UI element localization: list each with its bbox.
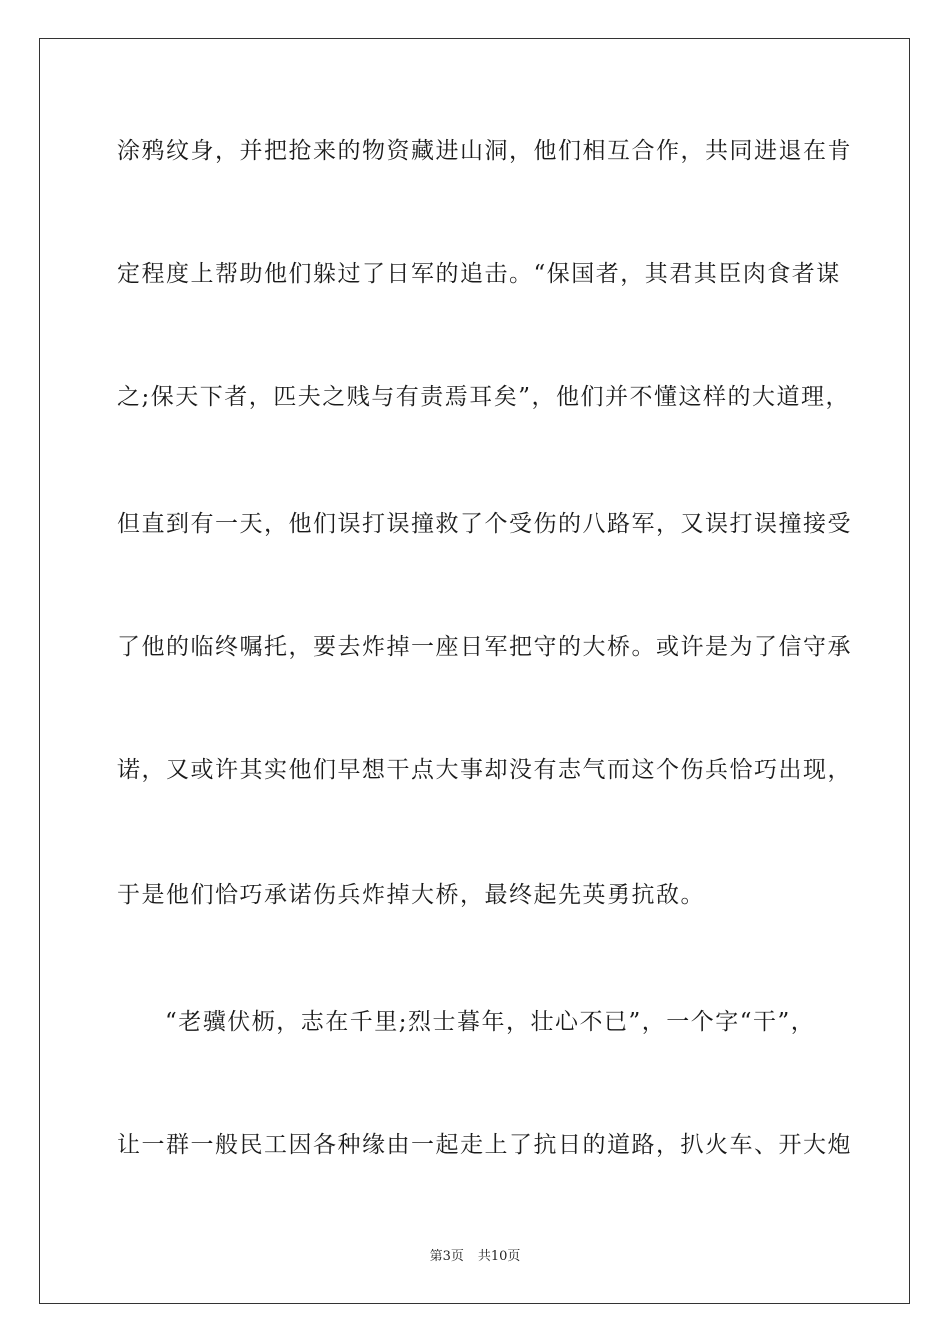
body-text-line: 之;保天下者，匹夫之贱与有责焉耳矣”，他们并不懂这样的大道理， <box>117 384 851 410</box>
page-total: 共10页 <box>477 1249 521 1264</box>
body-text-line: 了他的临终嘱托，要去炸掉一座日军把守的大桥。或许是为了信守承 <box>117 634 852 660</box>
body-text-line: “老骥伏枥，志在千里;烈士暮年，壮心不已”，一个字“干”， <box>165 1009 816 1035</box>
page-number: 第3页 <box>429 1249 464 1264</box>
body-text-line: 于是他们恰巧承诺伤兵炸掉大桥，最终起先英勇抗敌。 <box>117 882 705 908</box>
body-text-line: 让一群一般民工因各种缘由一起走上了抗日的道路，扒火车、开大炮 <box>117 1132 852 1158</box>
body-text-line: 定程度上帮助他们躲过了日军的追击。“保国者，其君其臣肉食者谋 <box>117 261 841 287</box>
body-text-line: 但直到有一天，他们误打误撞救了个受伤的八路军，又误打误撞接受 <box>117 511 852 537</box>
page-footer <box>0 1248 950 1266</box>
page-frame <box>39 38 910 1304</box>
body-text-line: 诺，又或许其实他们早想干点大事却没有志气而这个伤兵恰巧出现， <box>117 757 852 783</box>
body-text-line: 涂鸦纹身，并把抢来的物资藏进山洞，他们相互合作，共同进退在肯 <box>117 138 852 164</box>
